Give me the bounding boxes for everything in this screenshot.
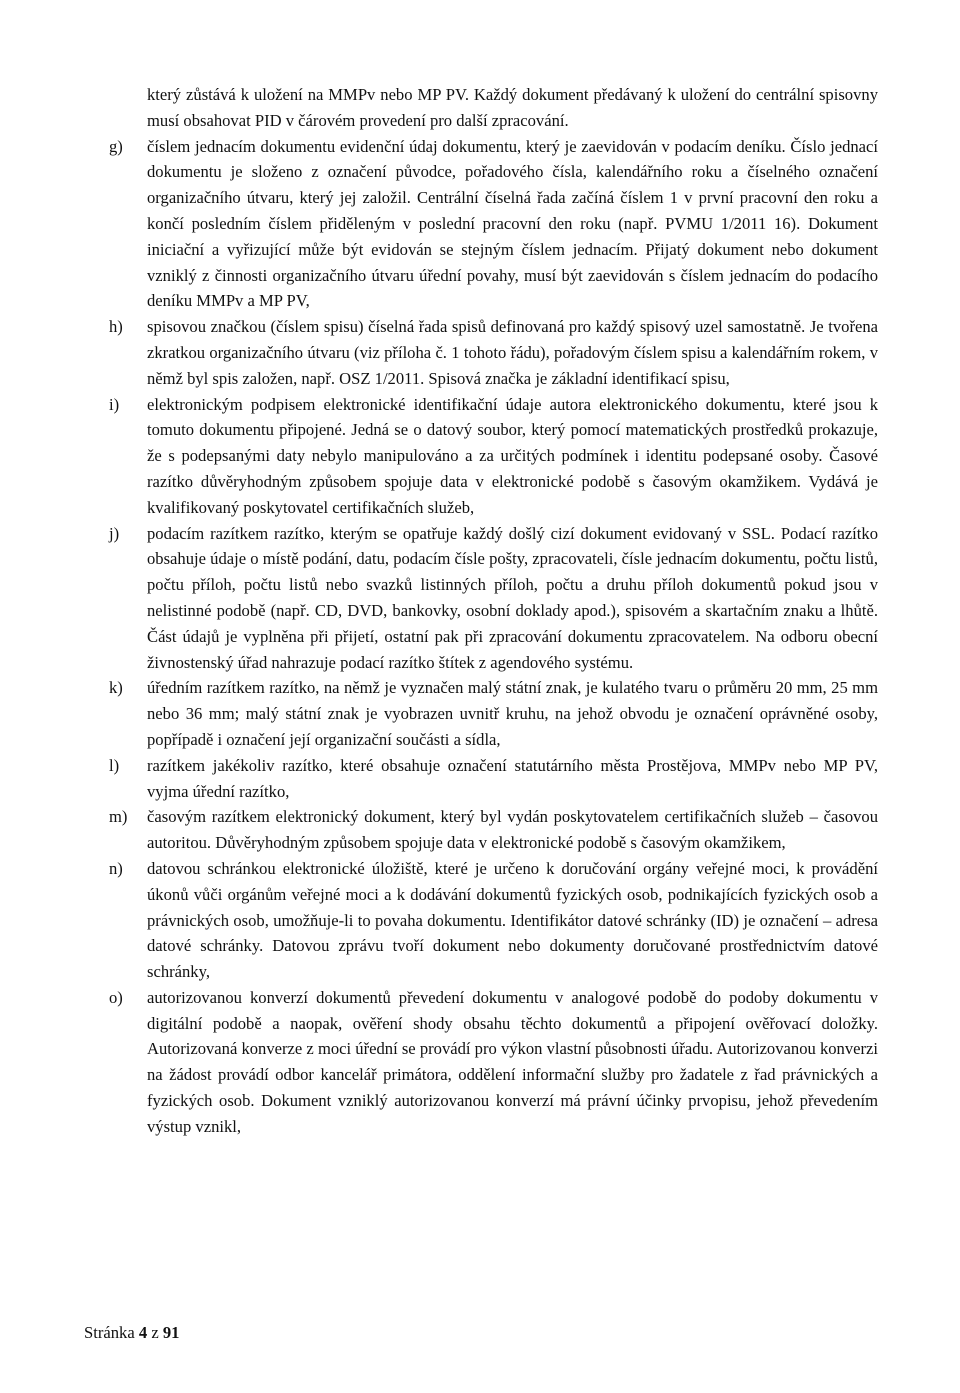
list-label: h) (109, 317, 123, 337)
page-footer (84, 1320, 179, 1346)
list-item-k (109, 675, 878, 752)
intro-paragraph: který zůstává k uložení na MMPv nebo MP PV. Každý dokument předávaný k uložení do centrální spisovny musí obsahovat PID v čárovém provedení pro další zpracování. (147, 85, 878, 130)
list-item-l (109, 753, 878, 805)
list-text: úředním razítkem razítko, na němž je vyznačen malý státní znak, je kulatého tvaru o průměru 20 mm, 25 mm nebo 36 mm; malý státní znak je vyobrazen uvnitř kruhu, na jehož obvodu je označení oprávněné osoby, popřípadě i označení její organizační součásti a sídla, (147, 678, 878, 749)
list-text: podacím razítkem razítko, kterým se opatřuje každý došlý cizí dokument evidovaný v SSL. Podací razítko obsahuje údaje o místě podání, datu, podacím čísle pošty, zpracovateli, čísle jednacím dokumentu, počtu listů, počtu příloh, počtu listů nebo svazků listinných příloh, počtu a druhu příloh dokumentů pokud jsou v nelistinné podobě (např. CD, DVD, bankovky, osobní doklady apod.), spisovém a skartačním znaku a lhůtě. Část údajů je vyplněna při přijetí, ostatní pak při zpracování dokumentu zpracovatelem. Na odboru obecní živnostenský úřad nahrazuje podací razítko štítek z agendového systému. (147, 523, 878, 672)
list-label: l) (109, 755, 120, 775)
footer-prefix: Stránka (84, 1323, 135, 1342)
list-text: autorizovanou konverzí dokumentů převedení dokumentu v analogové podobě do podoby dokumentu v digitální podobě a naopak, ověření shody obsahu těchto dokumentů a připojení ověřovací doložky. Autorizovaná konverze z moci úřední se provádí pro výkon vlastní působnosti úřadu. Autorizovanou konverzi na žádost provádí odbor kancelář primátora, oddělení informační služby pro žadatele z řad právnických a fyzických osob. Dokument vzniklý autorizovanou konverzí má právní účinky prvopisu, jehož převedením výstup vznikl, (147, 987, 878, 1136)
list-label: j) (109, 523, 120, 543)
list-label: k) (109, 678, 123, 698)
list-label: i) (109, 394, 120, 414)
list-label: o) (109, 987, 123, 1007)
list-label: m) (109, 807, 128, 827)
list-item-n (109, 856, 878, 985)
list-item-g (109, 134, 878, 315)
list-label: g) (109, 136, 123, 156)
list-text: časovým razítkem elektronický dokument, který byl vydán poskytovatelem certifikačních služeb – časovou autoritou. Důvěryhodným způsobem spojuje data v elektronické podobě s časovým okamžikem, (147, 807, 878, 853)
list-item-m (109, 804, 878, 856)
footer-separator: z (151, 1323, 159, 1342)
list-text: datovou schránkou elektronické úložiště, které je určeno k doručování orgány veřejné moci, k provádění úkonů vůči orgánům veřejné moci a k dodávání dokumentů fyzických osob, podnikajících fyzických osob a právnických osob, umožňuje-li to povaha dokumentu. Identifikátor datové schránky (ID) je označení – adresa datové schránky. Datovou zprávu tvoří dokument nebo dokumenty doručované prostřednictvím datové schránky, (147, 858, 878, 982)
list-item-i (109, 392, 878, 521)
list-item-o (109, 985, 878, 1140)
list-text: razítkem jakékoliv razítko, které obsahuje označení statutárního města Prostějova, MMPv nebo MP PV, vyjma úřední razítko, (147, 755, 878, 801)
document-body (109, 82, 878, 1140)
list-text: elektronickým podpisem elektronické identifikační údaje autora elektronického dokumentu, které jsou k tomuto dokumentu připojené. Jedná se o datový soubor, který pomocí matematických prostředků prokazuje, že s podepsanými daty nebylo manipulováno a za určitých podmínek i identitu podepsané osoby. Časové razítko důvěryhodným způsobem spojuje data v elektronické podobě s časovým okamžikem. Vydává je kvalifikovaný poskytovatel certifikačních služeb, (147, 394, 878, 517)
list-text: číslem jednacím dokumentu evidenční údaj dokumentu, který je zaevidován v podacím deníku. Číslo jednací dokumentu je složeno z označení původce, pořadového čísla, kalendářního roku a číselného označení organizačního útvaru, který jej založil. Centrální číselná řada začíná číslem 1 v první pracovní den roku a končí posledním číslem přiděleným v poslední pracovní den roku (např. PVMU 1/2011 16). Dokument iniciační a vyřizující může být evidován se stejným číslem jednacím. Přijatý dokument nebo dokument vzniklý z činnosti organizačního útvaru úřední povahy, musí být zaevidován s číslem jednacím do podacího deníku MMPv a MP PV, (147, 136, 878, 311)
footer-page-total: 91 (162, 1323, 180, 1342)
list-item-h (109, 314, 878, 391)
list-item-j (109, 521, 878, 676)
footer-page-number: 4 (138, 1323, 148, 1342)
list-text: spisovou značkou (číslem spisu) číselná řada spisů definovaná pro každý spisový uzel samostatně. Je tvořena zkratkou organizačního útvaru (viz příloha č. 1 tohoto řádu), pořadovým číslem spisu a kalendářním rokem, v němž byl spis založen, např. OSZ 1/2011. Spisová značka je základní identifikací spisu, (147, 317, 878, 388)
list-label: n) (109, 858, 123, 878)
